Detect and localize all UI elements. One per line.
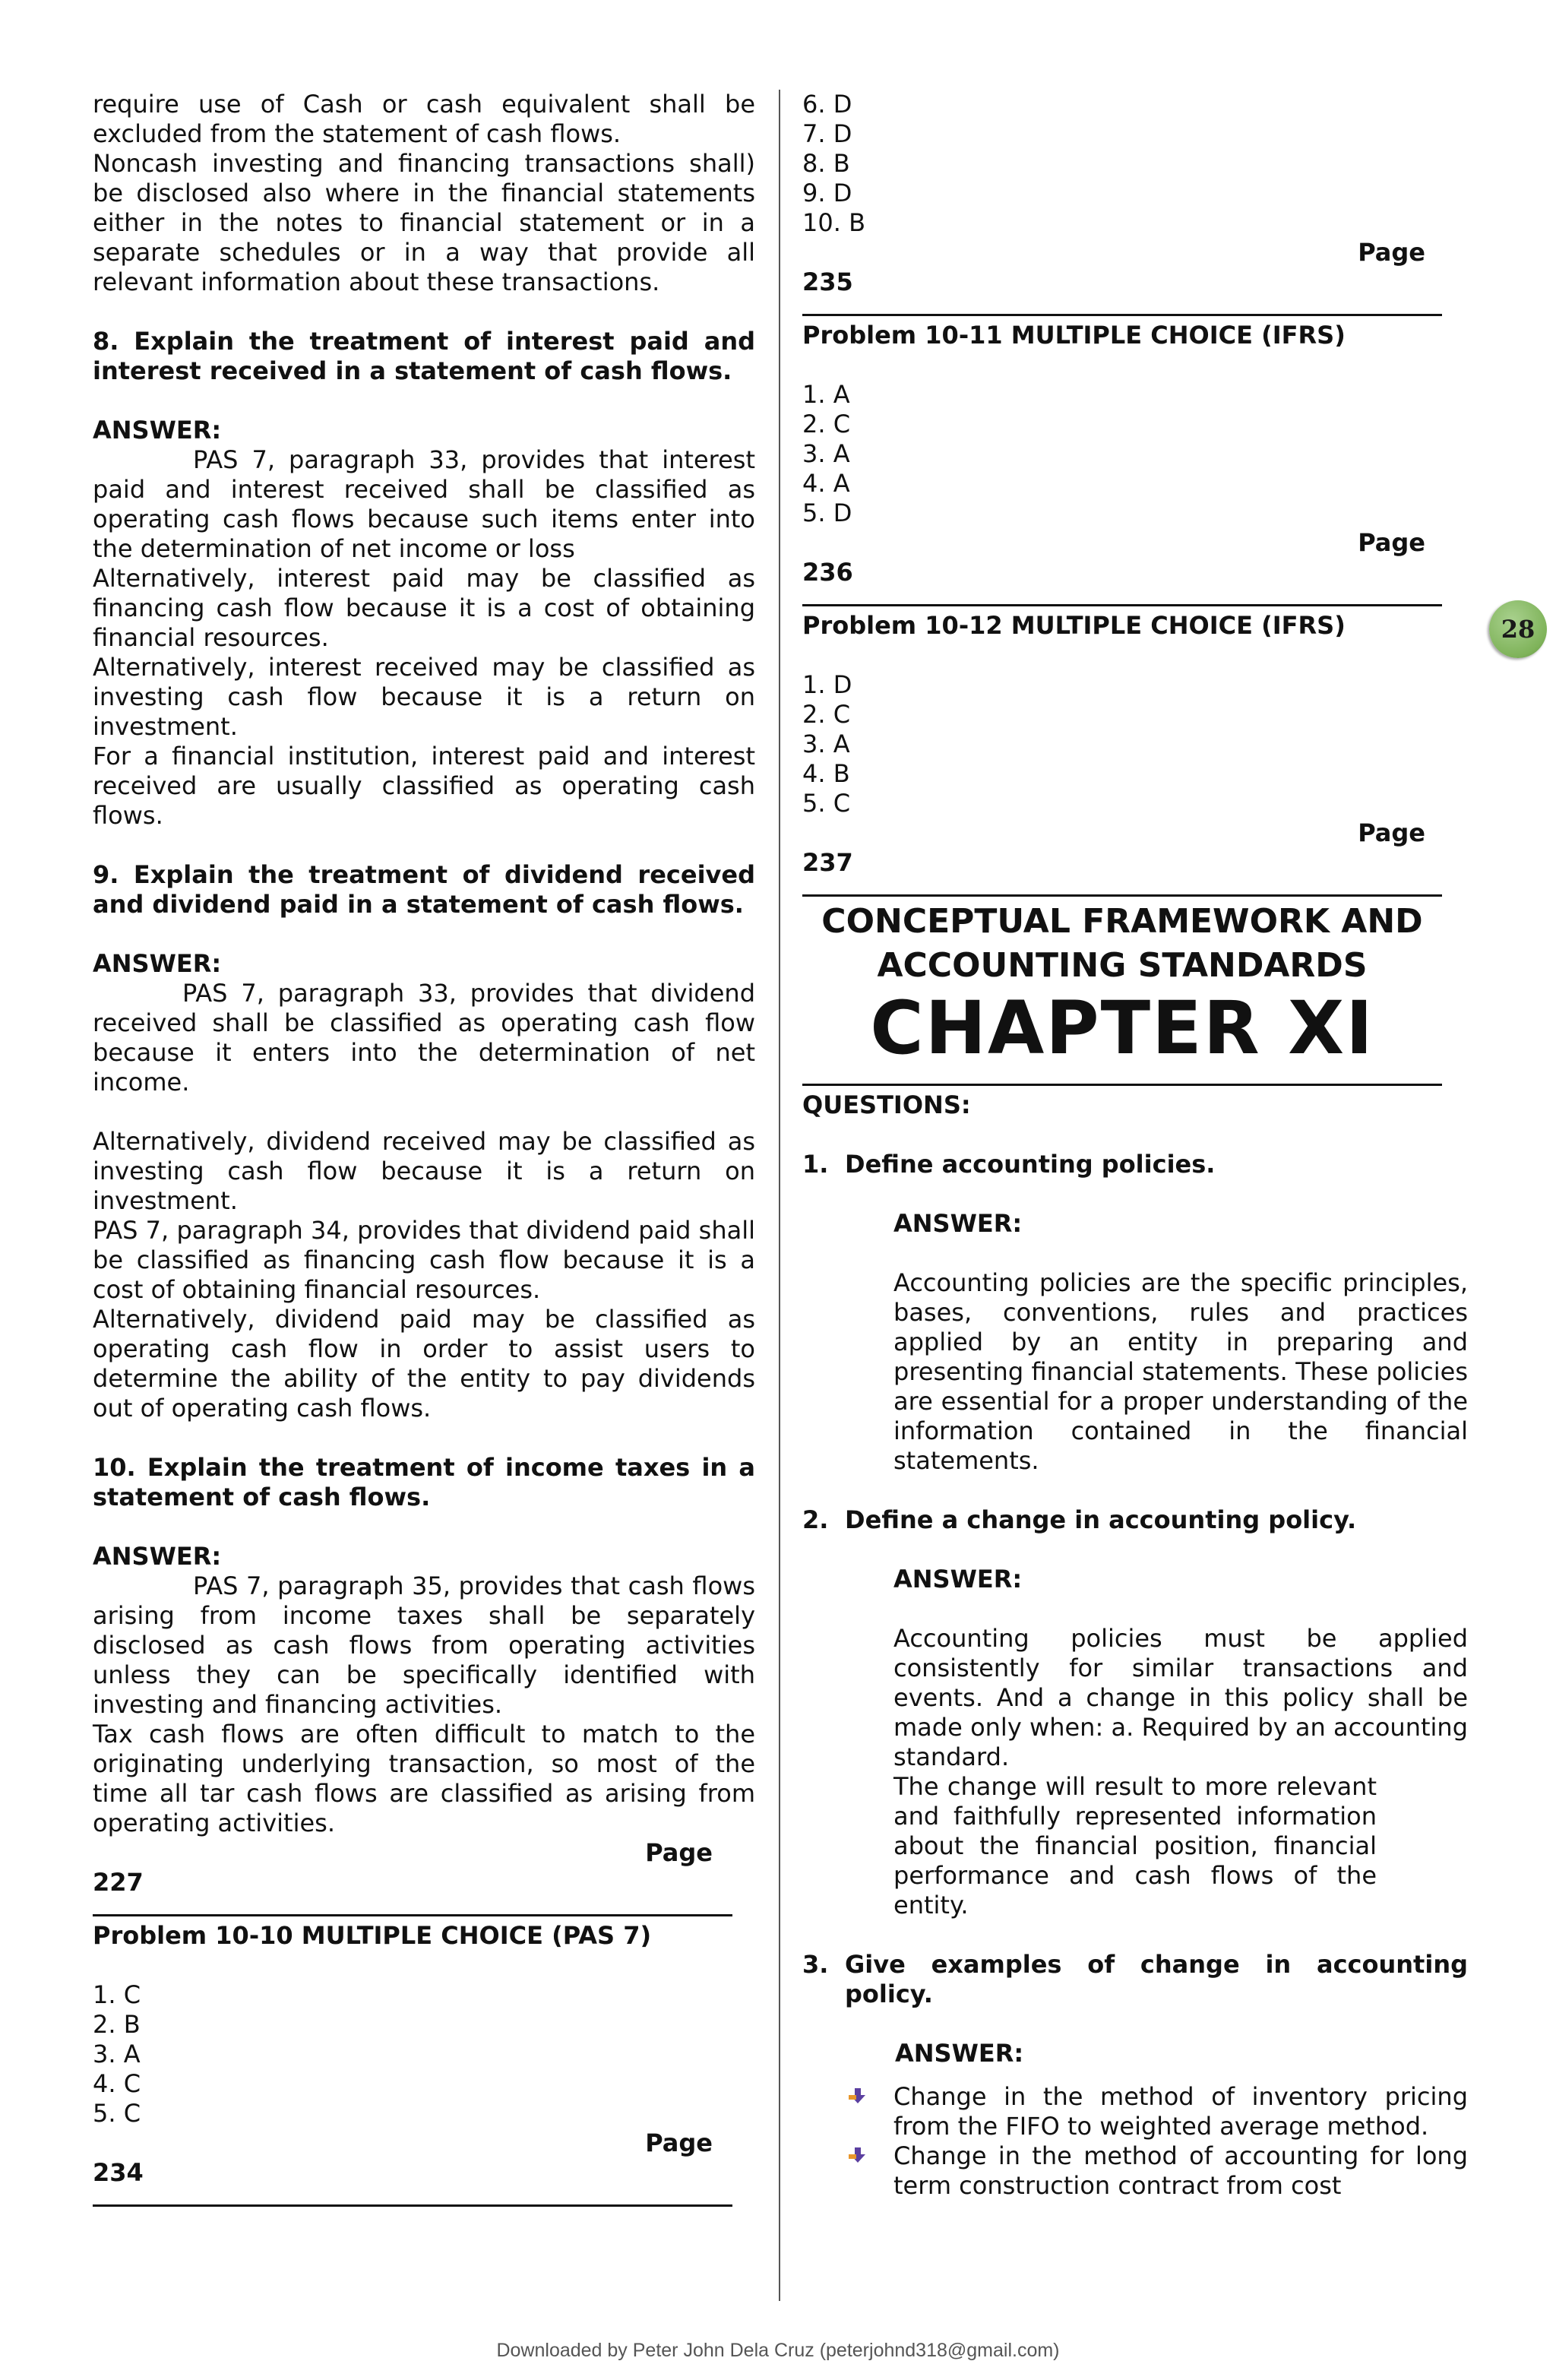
paragraph: Noncash investing and financing transactions shall) be disclosed also where in the financial statements either in the notes to financial statement or in a separate schedules or in a way that provide all relevant information about these transactions.: [93, 149, 755, 296]
question-number: 2.: [802, 1505, 829, 1534]
paragraph: PAS 7, paragraph 34, provides that dividend paid shall be classified as financing cash flow because it is a cost of obtaining financial resources.: [93, 1216, 755, 1304]
list-item: 10. B: [802, 208, 866, 237]
question-text: Define a change in accounting policy.: [845, 1505, 1357, 1534]
divider: [93, 2204, 732, 2207]
list-item: 4. B: [802, 759, 850, 788]
list-item: 6. D: [802, 90, 852, 119]
paragraph: PAS 7, paragraph 33, provides that dividend received shall be classified as operating cash flow because it enters into the determination of net income.: [93, 979, 755, 1097]
answer-list: [802, 90, 1468, 238]
page-label: Page: [645, 2128, 713, 2157]
paragraph: Alternatively, dividend paid may be classified as operating cash flow in order to assist users to determine the ability of the entity to pay dividends out of operating cash flows.: [93, 1305, 755, 1423]
list-item: 5. D: [802, 498, 852, 527]
question-2: [802, 1505, 1468, 1535]
divider: [802, 604, 1442, 606]
list-item: 7. D: [802, 119, 852, 148]
list-item: 3. A: [802, 439, 850, 468]
list-item: 1. C: [93, 1980, 141, 2009]
question-1: [802, 1150, 1468, 1179]
paragraph: Accounting policies are the specific principles, bases, conventions, rules and practices applied by an entity in preparing and presenting financial statements. These policies are essential for a proper understanding of the information contained in the financial statements.: [893, 1268, 1468, 1475]
answer-list: [93, 1980, 755, 2128]
problem-heading: Problem 10-10 MULTIPLE CHOICE (PAS 7): [93, 1921, 652, 1950]
list-item: 2. C: [802, 700, 851, 729]
bullet-arrow-icon: [848, 2141, 893, 2201]
chapter-title: CHAPTER XI: [870, 986, 1374, 1071]
column-divider: [779, 90, 780, 2301]
problem-heading: Problem 10-11 MULTIPLE CHOICE (IFRS): [802, 321, 1346, 350]
page-label: Page: [1358, 238, 1425, 267]
right-column: [802, 90, 1468, 2201]
page-number: 236: [802, 558, 853, 587]
page-number: 235: [802, 267, 853, 296]
answer-label: ANSWER:: [93, 1542, 222, 1571]
paragraph: Alternatively, interest paid may be classified as financing cash flow because it is a cost of obtaining financial resources.: [93, 564, 755, 652]
paragraph: Alternatively, interest received may be classified as investing cash flow because it is a return on investment.: [93, 653, 755, 741]
question-10: 10. Explain the treatment of income taxes in a statement of cash flows.: [93, 1453, 755, 1511]
page-label: Page: [1358, 528, 1425, 557]
list-item: 2. B: [93, 2010, 141, 2039]
divider: [802, 894, 1442, 897]
paragraph: For a financial institution, interest paid and interest received are usually classified as operating cash flows.: [93, 742, 755, 830]
question-number: 1.: [802, 1150, 829, 1179]
download-footer: Downloaded by Peter John Dela Cruz (peterjohnd318@gmail.com): [496, 2340, 1060, 2361]
list-item: 2. C: [802, 410, 851, 438]
list-item: 1. A: [802, 380, 850, 409]
list-item: 3. A: [93, 2040, 141, 2068]
page-number: 237: [802, 848, 853, 877]
section-title: ACCOUNTING STANDARDS: [877, 946, 1368, 985]
question-text: Give examples of change in accounting policy.: [845, 1950, 1468, 2008]
question-number: 3.: [802, 1950, 829, 1979]
page-number: 234: [93, 2158, 144, 2187]
page-number: 227: [93, 1868, 144, 1897]
bullet-text: Change in the method of inventory pricing from the FIFO to weighted average method.: [893, 2082, 1468, 2141]
page-label: Page: [645, 1838, 713, 1867]
questions-label: QUESTIONS:: [802, 1090, 971, 1119]
question-9: 9. Explain the treatment of dividend received and dividend paid in a statement of cash flows.: [93, 860, 755, 919]
answer-list: [802, 670, 1468, 818]
bullet-item: [848, 2141, 1468, 2201]
bullet-arrow-icon: [848, 2082, 893, 2141]
answer-label: ANSWER:: [93, 416, 222, 445]
answer-label: ANSWER:: [893, 1209, 1023, 1238]
problem-heading: Problem 10-12 MULTIPLE CHOICE (IFRS): [802, 611, 1346, 640]
question-3: [802, 1950, 1468, 2009]
answer-label: ANSWER:: [893, 1565, 1023, 1594]
divider: [802, 314, 1442, 316]
left-column: [93, 90, 755, 2211]
answer-label: ANSWER:: [895, 2039, 1024, 2068]
answer-label: ANSWER:: [93, 949, 222, 978]
paragraph: Tax cash flows are often difficult to match to the originating underlying transaction, so most of the time all tar cash flows are classified as arising from operating activities.: [93, 1720, 755, 1837]
paragraph: PAS 7, paragraph 33, provides that interest paid and interest received shall be classified as operating cash flows because such items enter into the determination of net income or loss: [93, 445, 755, 563]
list-item: 9. D: [802, 179, 852, 207]
answer-list: [802, 380, 1468, 528]
divider: [93, 1914, 732, 1916]
list-item: 5. C: [93, 2099, 141, 2128]
paragraph: PAS 7, paragraph 35, provides that cash flows arising from income taxes shall be separately disclosed as cash flows from operating activities unless they can be specifically identified with investing and financing activities.: [93, 1571, 755, 1719]
page-label: Page: [1358, 818, 1425, 847]
divider: [802, 1084, 1442, 1086]
list-item: 4. A: [802, 469, 850, 498]
list-item: 3. A: [802, 730, 850, 758]
page-number-badge: 28: [1489, 600, 1547, 658]
list-item: 4. C: [93, 2069, 141, 2098]
section-title: CONCEPTUAL FRAMEWORK AND: [821, 902, 1423, 941]
list-item: 5. C: [802, 789, 851, 818]
paragraph: require use of Cash or cash equivalent shall be excluded from the statement of cash flows.: [93, 90, 755, 148]
list-item: 8. B: [802, 149, 850, 178]
list-item: 1. D: [802, 670, 852, 699]
question-text: Define accounting policies.: [845, 1150, 1216, 1179]
question-8: 8. Explain the treatment of interest paid and interest received in a statement of cash flows.: [93, 327, 755, 385]
bullet-item: [848, 2082, 1468, 2141]
paragraph: Alternatively, dividend received may be classified as investing cash flow because it is a return on investment.: [93, 1127, 755, 1215]
bullet-text: Change in the method of accounting for long term construction contract from cost: [893, 2141, 1468, 2200]
paragraph: The change will result to more relevant and faithfully represented information about the financial position, financial performance and cash flows of the entity.: [893, 1772, 1377, 1920]
paragraph: Accounting policies must be applied consistently for similar transactions and events. And a change in this policy shall be made only when: a. Required by an accounting standard.: [893, 1624, 1468, 1771]
